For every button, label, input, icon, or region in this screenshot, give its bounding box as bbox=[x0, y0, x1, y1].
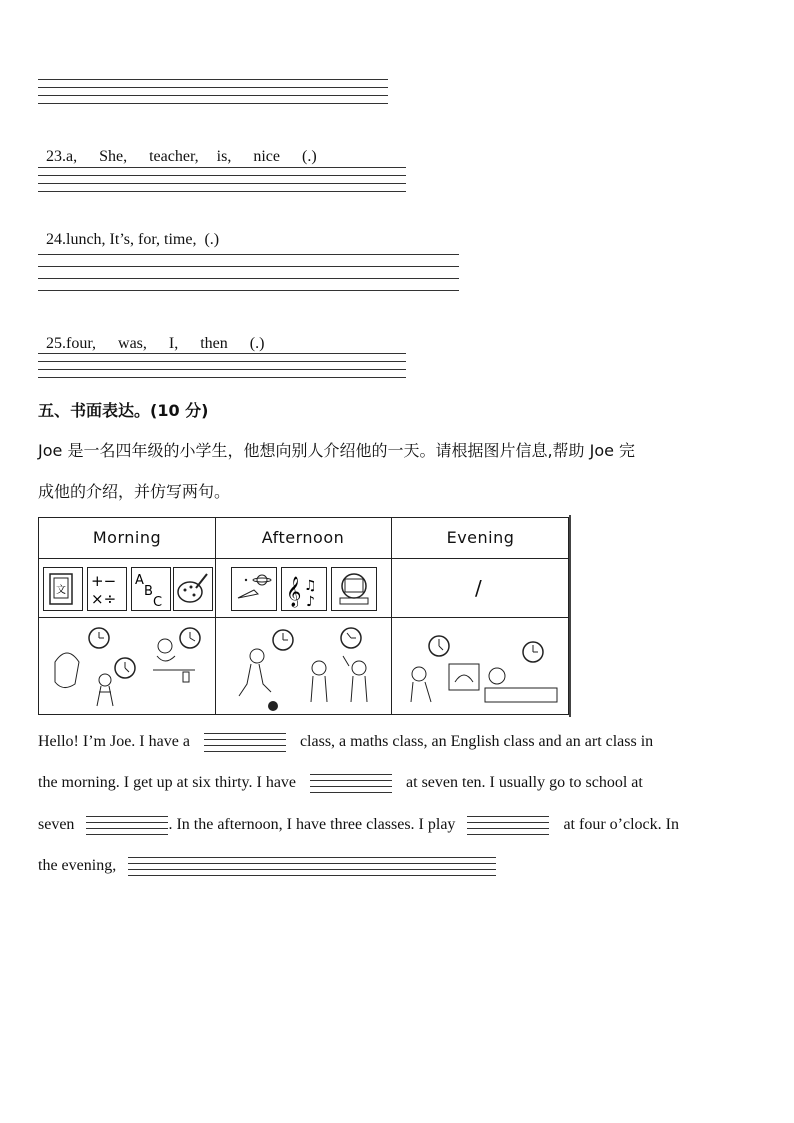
header-evening: Evening bbox=[446, 528, 515, 547]
svg-text:𝄞: 𝄞 bbox=[286, 577, 302, 607]
music-notes-icon bbox=[281, 567, 327, 611]
abc-letters-icon bbox=[131, 567, 171, 611]
svg-text:×÷: ×÷ bbox=[91, 590, 117, 608]
answer-lines-25[interactable] bbox=[38, 353, 406, 385]
blank-4[interactable] bbox=[467, 816, 549, 835]
question-24 bbox=[38, 213, 219, 249]
daily-schedule-table bbox=[38, 517, 569, 715]
math-symbols-icon bbox=[87, 567, 127, 611]
word: nice bbox=[253, 148, 280, 165]
svg-text:A: A bbox=[135, 573, 144, 588]
table-right-border-shadow bbox=[569, 515, 571, 717]
section-title: 五、书面表达。(10 分) bbox=[38, 401, 209, 420]
book-icon bbox=[43, 567, 83, 611]
evening-scene-illustration bbox=[397, 622, 565, 712]
svg-text:C: C bbox=[153, 595, 163, 609]
art-palette-icon bbox=[173, 567, 213, 611]
blank-5[interactable] bbox=[128, 857, 496, 876]
answer-lines-22[interactable] bbox=[38, 79, 388, 111]
word: (.) bbox=[249, 335, 265, 352]
question-number: 24. bbox=[46, 231, 66, 248]
passage-text: at seven ten. I usually go to school at bbox=[406, 774, 643, 792]
passage-text: the evening, bbox=[38, 857, 117, 875]
header-afternoon: Afternoon bbox=[261, 528, 345, 547]
word: a, bbox=[66, 148, 78, 165]
blank-1[interactable] bbox=[204, 733, 286, 752]
header-morning: Morning bbox=[92, 528, 162, 547]
afternoon-scene-illustration bbox=[221, 622, 387, 712]
science-rocket-icon bbox=[231, 567, 277, 611]
question-23 bbox=[38, 130, 317, 166]
svg-text:+−: +− bbox=[91, 572, 117, 590]
blank-3[interactable] bbox=[86, 816, 168, 835]
passage-line-2 bbox=[38, 774, 643, 793]
svg-text:文: 文 bbox=[56, 585, 66, 596]
passage-line-4 bbox=[38, 857, 504, 876]
question-number: 25. bbox=[46, 335, 66, 352]
question-number: 23. bbox=[46, 148, 66, 165]
computer-icon bbox=[331, 567, 377, 611]
word: I, bbox=[168, 335, 179, 352]
word: then bbox=[200, 335, 228, 352]
passage-line-1 bbox=[38, 733, 653, 752]
word: teacher, bbox=[149, 148, 199, 165]
blank-2[interactable] bbox=[310, 774, 392, 793]
passage-text: class, a maths class, an English class and an art class in bbox=[299, 733, 654, 751]
word: lunch, It’s, for, time, bbox=[66, 231, 197, 248]
svg-text:B: B bbox=[144, 584, 153, 599]
word: was, bbox=[118, 335, 147, 352]
word: (.) bbox=[301, 148, 317, 165]
svg-text:♫: ♫ bbox=[304, 578, 317, 594]
word: She, bbox=[99, 148, 128, 165]
passage-text: at four o’clock. In bbox=[563, 816, 679, 834]
passage-text: . In the afternoon, I have three classes. I play bbox=[168, 816, 456, 834]
passage-text: seven bbox=[38, 816, 75, 834]
passage-text: Hello! I’m Joe. I have a bbox=[38, 733, 190, 751]
answer-lines-24[interactable] bbox=[38, 254, 459, 298]
passage-text: the morning. I get up at six thirty. I have bbox=[38, 774, 297, 792]
section-intro-line2: 成他的介绍，并仿写两句。 bbox=[38, 482, 231, 501]
answer-lines-23[interactable] bbox=[38, 167, 406, 199]
morning-scene-illustration bbox=[45, 622, 211, 712]
evening-slash-mark: / bbox=[475, 576, 482, 600]
word: (.) bbox=[204, 231, 220, 248]
svg-text:♪: ♪ bbox=[306, 594, 315, 609]
passage-line-3 bbox=[38, 816, 679, 835]
word: four, bbox=[66, 335, 97, 352]
section-intro-line1: Joe 是一名四年级的小学生，他想向别人介绍他的一天。请根据图片信息,帮助 Joe 完 bbox=[38, 441, 636, 460]
question-25 bbox=[38, 317, 264, 353]
word: is, bbox=[216, 148, 232, 165]
